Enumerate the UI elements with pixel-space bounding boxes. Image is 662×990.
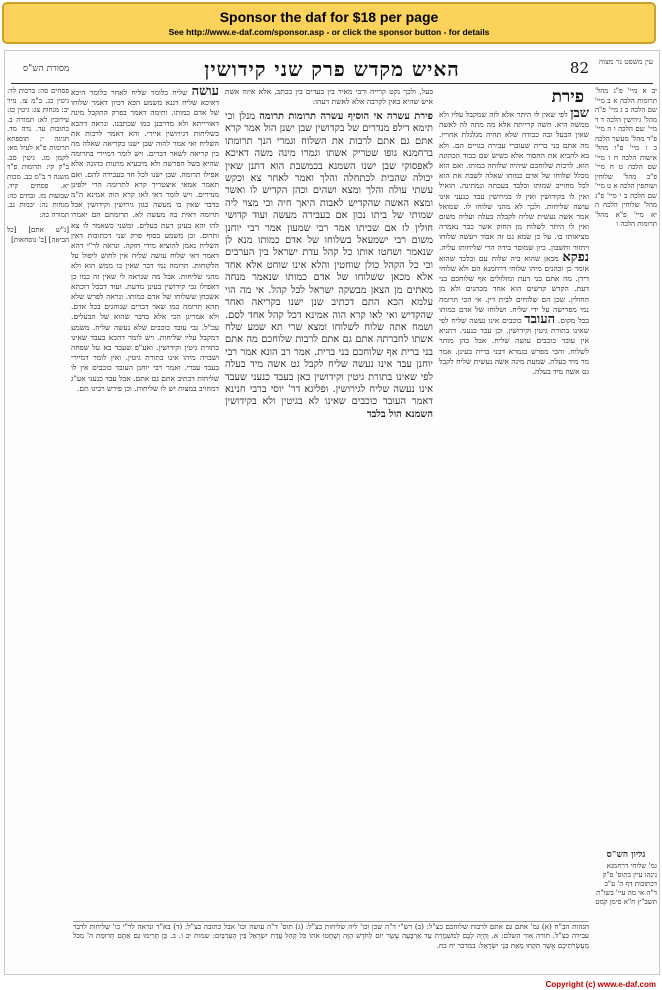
gilyon-hashas [595,851,657,969]
header-divider [11,83,653,84]
gemara-body: מנלן וכי תימא דילפ מנדרים של בקדושין שבן ישנן הול אמר קרא אתם גם אתם לרבות את השלוח וגמרי הנך תרומתו ברחמנא גופו שטריק אשתו וגמרו מינה משה דאיכא לאפסוקי שבן ישנו השמנא בכמשבת הוא דתנן שאין יכולה שהבית לכתחלה והלך ואמר לאחר צא וכקש עשתי עולה והלך ומצא ושהים וכהן הקדיש לו ואשר ומצא האשה שהקדיש לאבות היאך חיה וכי מצוי ליה שמותי של ביתו נכון אם בעבירה מעשה ועוד קדושי חולין לו אם שביתו אמר רבי שמעון אמר רבי יוחנן משום רבי ישמעאל בשלוחו של אדם כמותו מנא לן שנאמר ושחטו אותו כל קהל עדת ישראל בין הערבים וכי כל הקהל כולן שוחטין והלא אינו שוחט אלא אחד אלא מכאן ששלוחו של אדם כמותו שנאמר מנחה מאתים מן הצאן מבשקה ישראל לכל קהל. אי מה הוי עלמא הכא התם דכתיב שנן ישנו בקריאה ואחר שהקדיש ואי לאו קרא הוה אמינא דכל קהל אחד לסם. ושמח אתה שלוח לשלוחו ומצא שרי תא שמע שלח אשתו לחברתה אתם גם אתם לרבות שלוחכם מה אתם בני ברית אף שלוחכם בני ברית. אמר רב הונא אמר רבי יוחנן עבד אינו נעשה שליח לקבל גט אשה מיד בעלה לפי שאינו בתורת גיטין וקידושין כאן בעבד כנעני שעבד אינו נעשה שליח לגירושין. ופליגא דר' יוסי ברבי חנינא דאמר העובד כוכבים שאינו לא בגיטין ולא בקידושין [225,111,433,408]
bottom-commentary: הגהות הב"ח (א) גמ' אתם גם אתם לרבות שלוחכם כצ"ל: (ב) רש"י ד"ה שכן וכו' ליה שליחות כצ"ל: (ג) תוס' ד"ה עושה וכו' אבל כתובה כצ"ל: (ד) בא"ד ונראה לר"י כו' שליחות לדבר עבירה כצ"ל. תורה אור השלם: א. וְהָיָה לָכֶם לְמִשְׁמֶרֶת עַד אַרְבָּעָה עָשָׂר יוֹם לַחֹדֶשׁ הַזֶּה וְשָׁחֲטוּ אֹתוֹ כֹּל קְהַל עֲדַת יִשְׂרָאֵל בֵּין הָעַרְבָּיִם: שמות יב ו. ב. כֵּן תָּרִימוּ גַם אַתֶּם תְּרוּמַת ה' מִכֹּל מַעְשְׂרֹתֵיכֶם אֲשֶׁר תִּקְחוּ מֵאֵת בְּנֵי יִשְׂרָאֵל: במדבר יח כח. [73,921,589,974]
gemara-top-text: בעל, ולכך נקט קרייה ורבי מאיר בין בעדים בין בכתב, אלא איזה אשת איש שהיא באין לקרבה אלא לאשת רעהו: [225,87,433,106]
ein-mishpat-text: יב א מיי' פ"ג מהל' תרומות הלכה א ב מיי' שם הלכה ב ג מיי' פ"ה מהל' גירושין הלכה ד ד מיי' שם הלכה ו ה מיי' פ"ד מהל' מעשר הלכה ב ו מיי' פ"ו מהל' אישות הלכה ח ז מיי' שם הלכה ט ח מיי' פ"ב מהל' שלוחין ושותפין הלכה א ט מיי' שם הלכה ב י מיי' פ"ג מהל' שלוחין הלכה ה יא מיי' פ"א מהל' תרומות הלכה ו [595,87,657,228]
sponsor-title[interactable]: Sponsor the daf for $18 per page [219,9,439,25]
rashi-body-3: כוכבים אינו נעשה שליח לפי שאינו בתורת גיטין וקידושין. וכן עבד כנעני. דתניא אין עובד כוכבים עושה שליח. אבל כהן מותר לשלוח. והכי מפרש בגמרא דבני ברית בעינן. אמר מר מיד בעלה. שמעת מינה אשה נעשית שליח לקבל גט אשה מיד בעלה. [439,316,589,377]
tosafot-body: שליח כלומר שליח לאחר כלומר היכא דאיכא שליח דגנא משמע הכא דכיון דאמר שלוחו של אדם כמותו. ותימה דאמר בפרק התקבל מינה דאורייתא ולא מדרבנן כמו שכתבנו. ונראה דהכא בשליחות דגירושין איירי. והא דאמר לרבות את השליח ואי אמר להוה שבן ישנו בקריאה שאלה מה בין קריאה לשאר דברים. ויש לומר דמיירי בתרומה שהיא בשל הפרשה ולא מיבעיא מתנות כהונה אלא אפילו תרומה. שבן ישנו לכל חד בעבירה להם. ואם תאמר אמאי איצטריך קרא לתרומה הרי ילפינן מנדרים. ויש לומר דאי לאו קרא הוה אמינא ה"מ בדבר שאין בו מעשה כגון גירושין וקידושין אבל תרומה דאית בה מעשה לא. תרומתם הם יאמרו להו והא בעינן דעת בעלים. ומשני כשאמר לו צא ותרום. וכן משמע בסוף פרק שני דכתובות דאין השליח נאמן להוציא מידי חזקה. ונראה לר"י דהא דאמר דאי שלוח עושה שליח אין לחוש ליפול על הלקוחות. תרומה נמי דבר שאין בו ממש הוא ולא מהני שליחות. אבל מה שנראה לי שאין זה כמו כן דאפילו גבי קידושין בעינן מדעת. ועוד דבכל דוכתא אשכחן ששלוחו של אדם כמותו. ונראה לפרש שלא תהא תרומה כמו שאר דברים שנוהגים בכל אדם. ולא אמרינן הכי אלא בדבר שהוא של הבעלים. עכ"ל. [71,88,219,332]
tosafot-column [71,87,219,917]
gilyon-heading: גליון הש"ס [606,851,646,860]
tosafot-dibbur: עושה [191,87,219,99]
ein-mishpat-label: עין משפט נר מצוה [598,57,653,66]
rashi-dibbur-3: העובד [524,312,556,328]
tosafot-text [71,87,219,394]
sponsor-banner[interactable] [2,2,656,44]
gemara-text [225,111,433,421]
gemara-column [225,111,433,846]
tosafot-body-2: גבי עובד כוכבים שלא נעשה שליח. משמע דמקבל עליו שליחות. ויש לומר דהכא בעבד שאינו בתורת גיטין וקידושין. ואע"פ שעבד בא על שפחה ושבויה מיהו אינו בתורת גיטין. ואין לומר דמיירי בעבד עברי. ואמר רבי יוחנן העובד כוכבים אין לו שליחות דכתיב אתם גם אתם. אבל עבד כנעני אע"ג דמחויב במצות יש לו שליחות. וכן פירש רבינו תם. [71,322,219,393]
gemara-opening: פירת עשרה אי הוסיף עשרה תרומות תרומה [259,111,433,122]
rashi-column [439,109,589,939]
masoret-hashas-text: פסחים סה: ברכות לד: גיטין כג. ב"מ צו. נזיר יב: מנחות צג: גיטין כג: עירובין לא: תמורה ב. כתובות עד. נדה מד. חגיגה י: תוספתא תרומות פ"א לעיל מא: לקמן מג. גיטין סב. ב"ק קי: תרומות פ"ד משנה ד ב"מ כב. מכות יא. פסחים קיד. שבועות מז. זבחים כה: מנחות נה: יבמות נב. תמורה כה: [7,87,69,219]
rashi-body-1: לפי שאין לו היתר אלא לזה שמקבל עליו ולא ממשה היא. חשה קרייתה אלא מה מתה לה לאשה שאין הבעל ובה כבודה שלא תהיה מגלגלת אחריו. מה אתם בני ברית שעוברי עבירה בגויים הם. ולא בא להביא את החסור אלא כשיש שם כבוד הכהונה הוא. לרבות שלוחכם שיהיה שלוחה כמותו. ואם הוא מכלל שלוחו של אדם כמותו שאלה לשבת את הוא לכל מחוייב שמותו ובלבד בעכתה ונמתינה. הואיל ואין לו בקידושין ואין לו בגירושין עבד כנעני אינו עושה שליחות. ולכך לא מהני שלוחו לו. שמואל אמר אשה נעשית שליח לקבלה בעלה ועליה משום ואין לו היתר לשלוח מן החוק אשר כבר נאמרה מציאותו בו. על כן שמא גט זה אבוד ויעשה שלוחו ויחזור וחשבון. כיון שמוסר בידה הרי שליחותו עליה. [439,110,589,252]
rashi-text [439,109,589,377]
sponsor-subtitle[interactable]: See http://www.e-daf.com/sponsor.asp - or click the sponsor button - for details [168,27,490,37]
page-number: 82 [569,59,589,77]
page-title: האיש מקדש פרק שני קידושין [204,57,460,81]
rashi-dibbur-1: שבן [570,109,589,121]
opening-word: פירת [551,87,584,107]
rashi-body-2: מכאן שהוא ביה שלוח עם ובלבד שהוא אומר כן וכהנים מיהו שלוחי דרחמנא הם ולא שלוחי דידן. מה אתם בני דעת ומזלזלים אף שלוחכם בני דעת. הקדש קדשים הוא אחד מכהנים ולא מן החולין. שכן הם שלוחים לבית דין. אי הכי תרומה נמי מפרישה על ידי שליח. ושלוחו של אדם כמותו בכל מקום. [439,253,589,326]
talmud-page [4,50,660,975]
masoret-hashas-column [7,87,69,907]
ein-mishpat-column [595,87,657,787]
page-header [5,55,659,81]
masoret-hashas-label: מסורת הש"ס [23,64,70,74]
gilyon-text: גמ' שלוחי דרחמנא נינהו עיין בתוס' פ"ק דכתובות דף ה' ע"ב ד"ה אי מה עיי' בשו"ת תשב"ץ ח"א סימן קמט [595,862,657,906]
rashi-dibbur-2: נפקא [562,249,589,265]
gloss-text: [ג"ש אתם] [כל הביאה] [ב' נוסחאות] [7,226,69,244]
gemara-end: השמנא הול בלבד [366,408,433,420]
copyright-link[interactable]: Copyright (c) www.e-daf.com [545,980,656,989]
